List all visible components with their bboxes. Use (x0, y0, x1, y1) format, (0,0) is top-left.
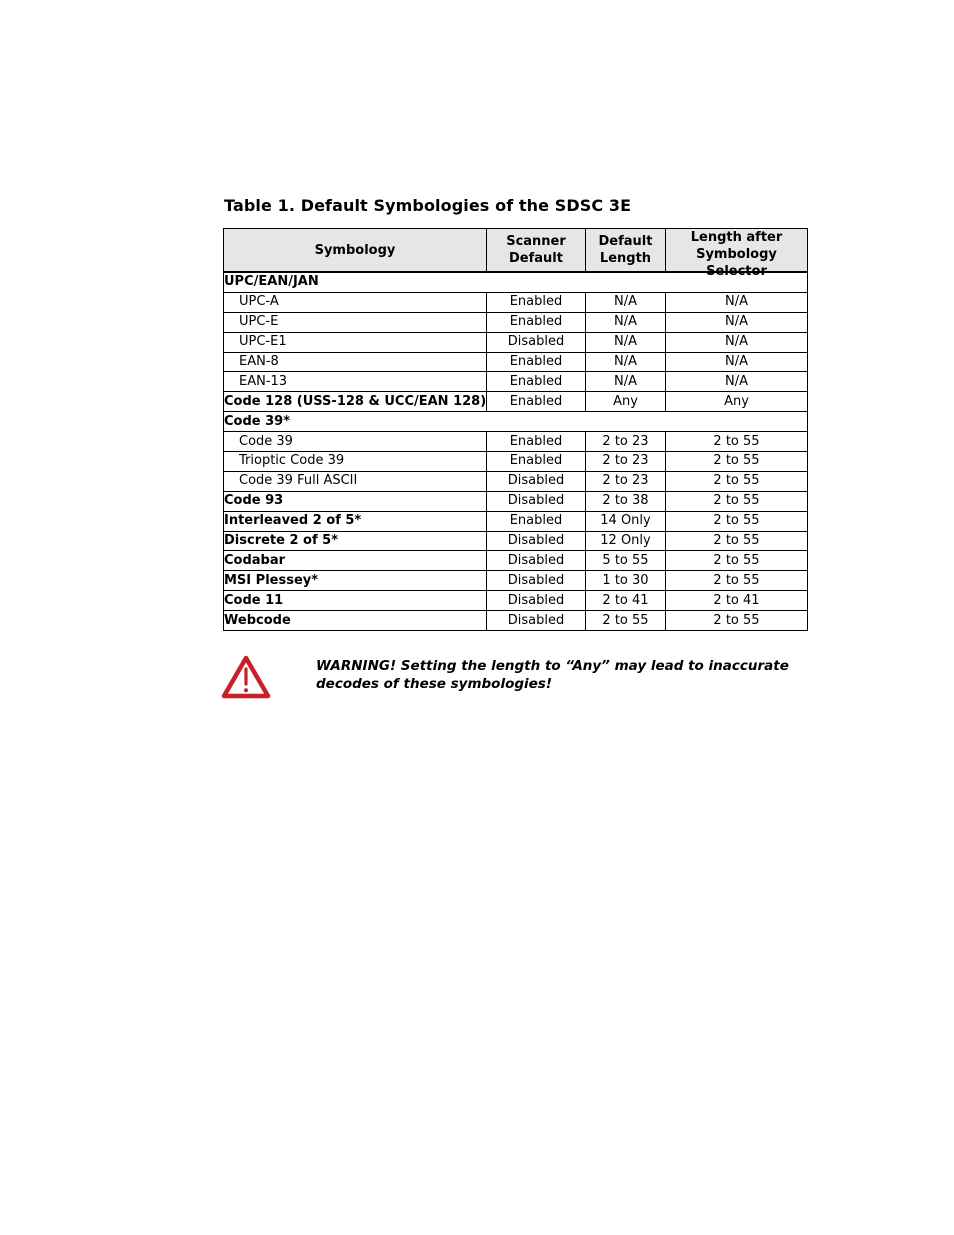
cell-default-length: N/A (586, 292, 666, 312)
cell-symbology: Trioptic Code 39 (224, 452, 487, 472)
table-row (224, 591, 808, 611)
cell-default-length: N/A (586, 312, 666, 332)
cell-scanner-default: Enabled (487, 372, 586, 392)
cell-symbology: Code 39 Full ASCII (224, 471, 487, 491)
cell-length-after-selector: N/A (666, 352, 808, 372)
table-row (224, 392, 808, 412)
table-row (224, 352, 808, 372)
cell-length-after-selector: 2 to 55 (666, 452, 808, 472)
cell-length-after-selector: 2 to 55 (666, 491, 808, 511)
cell-symbology: Codabar (224, 551, 487, 571)
cell-length-after-selector: N/A (666, 332, 808, 352)
cell-default-length: 1 to 30 (586, 571, 666, 591)
cell-scanner-default: Disabled (487, 531, 586, 551)
cell-length-after-selector: 2 to 55 (666, 611, 808, 631)
cell-default-length: 5 to 55 (586, 551, 666, 571)
table-row (224, 312, 808, 332)
cell-default-length: N/A (586, 352, 666, 372)
cell-symbology: UPC-E (224, 312, 487, 332)
table-row (224, 452, 808, 472)
cell-length-after-selector: 2 to 55 (666, 432, 808, 452)
cell-length-after-selector: 2 to 55 (666, 511, 808, 531)
cell-scanner-default: Disabled (487, 491, 586, 511)
table-header-row (224, 229, 808, 273)
cell-scanner-default: Disabled (487, 571, 586, 591)
header-symbology: Symbology (224, 229, 487, 273)
table-row (224, 611, 808, 631)
table-row (224, 292, 808, 312)
cell-length-after-selector: N/A (666, 372, 808, 392)
cell-symbology: Code 39 (224, 432, 487, 452)
cell-scanner-default: Disabled (487, 551, 586, 571)
cell-length-after-selector: 2 to 55 (666, 571, 808, 591)
table-row (224, 491, 808, 511)
table-row (224, 332, 808, 352)
cell-scanner-default: Enabled (487, 312, 586, 332)
table-row (224, 531, 808, 551)
header-scanner-default: Scanner Default (487, 229, 586, 273)
header-default-length: Default Length (586, 229, 666, 273)
cell-scanner-default: Enabled (487, 511, 586, 531)
cell-default-length: Any (586, 392, 666, 412)
cell-symbology: Code 39* (224, 412, 808, 432)
table-row (224, 372, 808, 392)
cell-length-after-selector: 2 to 55 (666, 471, 808, 491)
cell-default-length: 2 to 23 (586, 452, 666, 472)
cell-symbology: EAN-8 (224, 352, 487, 372)
table-row (224, 551, 808, 571)
cell-length-after-selector: 2 to 41 (666, 591, 808, 611)
cell-scanner-default: Enabled (487, 392, 586, 412)
cell-default-length: N/A (586, 372, 666, 392)
cell-length-after-selector: 2 to 55 (666, 531, 808, 551)
cell-length-after-selector: Any (666, 392, 808, 412)
cell-symbology: Interleaved 2 of 5* (224, 511, 487, 531)
cell-scanner-default: Enabled (487, 292, 586, 312)
cell-default-length: N/A (586, 332, 666, 352)
cell-default-length: 12 Only (586, 531, 666, 551)
cell-symbology: UPC-A (224, 292, 487, 312)
cell-default-length: 2 to 38 (586, 491, 666, 511)
warning-text: WARNING! Setting the length to “Any” may lead to inaccurate decodes of these symbologies! (316, 658, 789, 692)
cell-symbology: Code 93 (224, 491, 487, 511)
header-length-after-selector: Length after Symbology Selector (666, 229, 808, 273)
table-row (224, 432, 808, 452)
cell-default-length: 2 to 23 (586, 471, 666, 491)
table-row (224, 471, 808, 491)
default-symbologies-table (223, 228, 808, 631)
cell-scanner-default: Disabled (487, 591, 586, 611)
cell-default-length: 14 Only (586, 511, 666, 531)
cell-default-length: 2 to 23 (586, 432, 666, 452)
cell-symbology: Webcode (224, 611, 487, 631)
table-body (224, 272, 808, 631)
cell-scanner-default: Enabled (487, 432, 586, 452)
cell-default-length: 2 to 55 (586, 611, 666, 631)
cell-length-after-selector: N/A (666, 292, 808, 312)
cell-length-after-selector: 2 to 55 (666, 551, 808, 571)
cell-symbology: UPC/EAN/JAN (224, 272, 808, 292)
warning-triangle-icon (220, 654, 272, 702)
cell-scanner-default: Disabled (487, 332, 586, 352)
cell-default-length: 2 to 41 (586, 591, 666, 611)
table-row (224, 511, 808, 531)
cell-symbology: Code 11 (224, 591, 487, 611)
cell-symbology: UPC-E1 (224, 332, 487, 352)
table-row (224, 412, 808, 432)
cell-symbology: Code 128 (USS-128 & UCC/EAN 128) (224, 392, 487, 412)
cell-length-after-selector: N/A (666, 312, 808, 332)
table-caption: Table 1. Default Symbologies of the SDSC 3E (224, 196, 632, 215)
cell-scanner-default: Enabled (487, 352, 586, 372)
cell-scanner-default: Disabled (487, 611, 586, 631)
table-row (224, 571, 808, 591)
cell-symbology: EAN-13 (224, 372, 487, 392)
cell-symbology: MSI Plessey* (224, 571, 487, 591)
cell-symbology: Discrete 2 of 5* (224, 531, 487, 551)
cell-scanner-default: Enabled (487, 452, 586, 472)
cell-scanner-default: Disabled (487, 471, 586, 491)
